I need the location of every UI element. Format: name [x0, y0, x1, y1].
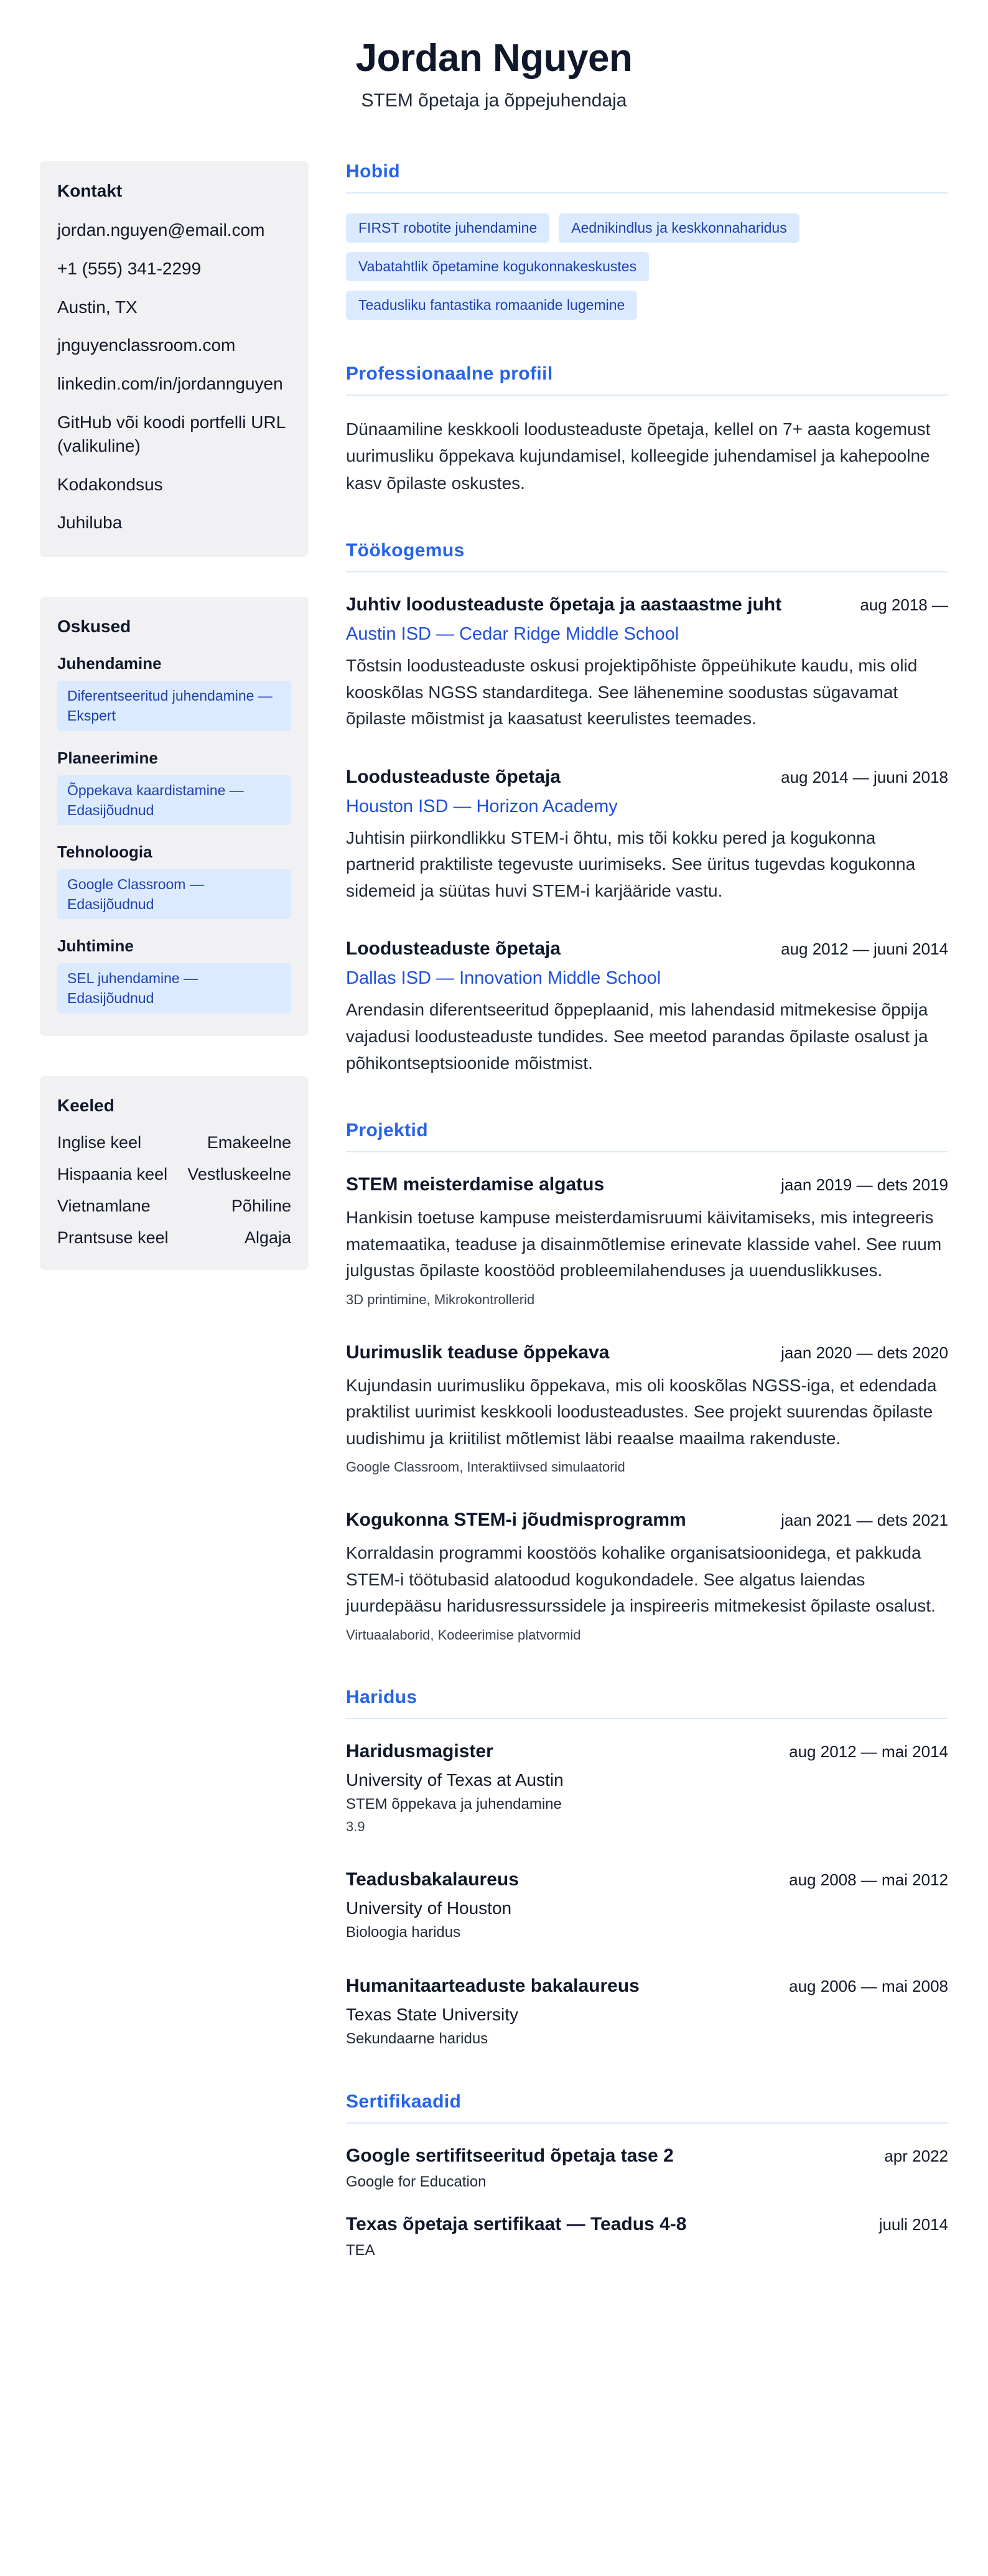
certification-issuer: TEA	[346, 2242, 375, 2259]
language-name: Inglise keel	[57, 1132, 142, 1152]
job-entry	[346, 592, 948, 732]
skills-heading: Oskused	[57, 617, 131, 637]
job-dates: aug 2014 — juuni 2018	[781, 767, 948, 786]
language-level: Põhiline	[231, 1196, 291, 1215]
education-heading: Haridus	[346, 1687, 948, 1719]
education-degree: Humanitaarteaduste bakalaureus	[346, 1976, 640, 1997]
project-entry	[346, 1508, 948, 1643]
project-dates: jaan 2020 — dets 2020	[781, 1343, 948, 1362]
contact-phone: +1 (555) 341-2299	[57, 258, 202, 278]
language-row	[57, 1133, 291, 1152]
sidebar	[40, 161, 309, 1310]
project-technologies: Virtuaalaborid, Kodeerimise platvormid	[346, 1627, 581, 1643]
education-gpa: 3.9	[346, 1819, 365, 1835]
section-profile	[346, 363, 948, 497]
hobby-chip: Teadusliku fantastika romaanide lugemine	[346, 291, 637, 320]
job-head	[346, 765, 948, 789]
project-dates: jaan 2021 — dets 2021	[781, 1511, 948, 1530]
certification-head	[346, 2144, 948, 2168]
job-title: Loodusteaduste õpetaja	[346, 766, 561, 787]
hobbies-heading: Hobid	[346, 161, 948, 194]
education-degree: Teadusbakalaureus	[346, 1869, 519, 1890]
skill-chip: Õppekava kaardistamine — Edasijõudnud	[57, 775, 291, 825]
project-title: Uurimuslik teaduse õppekava	[346, 1342, 610, 1363]
skill-chip: Diferentseeritud juhendamine — Ekspert	[57, 681, 291, 730]
skill-group-label: Juhendamine	[57, 654, 162, 673]
project-technologies: 3D printimine, Mikrokontrollerid	[346, 1291, 535, 1307]
language-level: Emakeelne	[207, 1132, 291, 1152]
job-description: Juhtisin piirkondlikku STEM-i õhtu, mis tõi kokku pered ja kogukonna partnerid praktiliste tegevuste uurimiseks. See üritus tugevdas kogukonna sidemeid ja süütas huvi STEM-i karjääride vastu.	[346, 828, 916, 900]
projects-heading: Projektid	[346, 1120, 948, 1152]
education-head	[346, 1739, 948, 1763]
education-entry	[346, 1974, 948, 2048]
experience-heading: Töökogemus	[346, 540, 948, 572]
skill-group	[57, 936, 291, 1013]
profile-text: Dünaamiline keskkooli loodusteaduste õpetaja, kellel on 7+ aasta kogemust uurimusliku õppekava kujundamisel, kolleegide juhendamisel ja kahepoolne kasv õpilaste oskustes.	[346, 419, 931, 493]
contact-location: Austin, TX	[57, 297, 137, 317]
certification-date: apr 2022	[884, 2147, 948, 2166]
job-title: Juhtiv loodusteaduste õpetaja ja aastaastme juht	[346, 594, 782, 615]
skill-group	[57, 749, 291, 825]
certification-head	[346, 2212, 948, 2236]
language-row	[57, 1165, 291, 1184]
skill-group-label: Planeerimine	[57, 748, 158, 767]
job-description: Tõstsin loodusteaduste oskusi projektipõhiste õppeühikute kaudu, mis olid kooskõlas NGSS standarditega. See lähenemine soodustas sügavamat õpilaste mõistmist ja kaasatust keerulistes teemades.	[346, 656, 918, 729]
skill-chip: SEL juhendamine — Edasijõudnud	[57, 963, 291, 1013]
project-title: STEM meisterdamise algatus	[346, 1174, 605, 1195]
project-title: Kogukonna STEM-i jõudmisprogramm	[346, 1510, 686, 1531]
contact-github: GitHub või koodi portfelli URL (valikuline)	[57, 412, 286, 455]
education-school: Texas State University	[346, 2005, 518, 2025]
languages-box	[40, 1076, 309, 1270]
certification-title: Google sertifitseeritud õpetaja tase 2	[346, 2145, 674, 2167]
education-dates: aug 2008 — mai 2012	[789, 1870, 948, 1890]
language-name: Prantsuse keel	[57, 1228, 169, 1247]
section-education	[346, 1687, 948, 2048]
skill-group	[57, 842, 291, 919]
hobby-chip: Aednikindlus ja keskkonnaharidus	[559, 213, 799, 243]
skill-group-label: Juhtimine	[57, 936, 134, 956]
education-entry	[346, 1867, 948, 1941]
contact-heading: Kontakt	[57, 181, 123, 200]
language-row	[57, 1197, 291, 1216]
education-school: University of Houston	[346, 1898, 512, 1918]
contact-box	[40, 161, 309, 557]
person-job-title: STEM õpetaja ja õppejuhendaja	[361, 90, 627, 111]
section-hobbies	[346, 161, 948, 320]
skill-group-label: Tehnoloogia	[57, 842, 152, 861]
hobby-chip: Vabatahtlik õpetamine kogukonnakeskustes	[346, 252, 649, 281]
skill-group	[57, 654, 291, 730]
skills-box	[40, 597, 309, 1036]
profile-heading: Professionaalne profiil	[346, 363, 948, 396]
education-dates: aug 2006 — mai 2008	[789, 1977, 948, 1996]
language-name: Vietnamlane	[57, 1196, 151, 1215]
education-school: University of Texas at Austin	[346, 1770, 564, 1790]
certification-entry	[346, 2212, 948, 2259]
job-description: Arendasin diferentseeritud õppeplaanid, mis lahendasid mitmekesise õppija vajadusi loodusteaduste tundides. See meetod parandas õpilaste osalust ja põhikontseptsioonide mõistmist.	[346, 1000, 928, 1073]
section-projects	[346, 1120, 948, 1643]
job-entry	[346, 936, 948, 1076]
contact-email: jordan.nguyen@email.com	[57, 220, 265, 240]
project-description: Hankisin toetuse kampuse meisterdamisruumi käivitamiseks, mis integreeris matemaatika, teaduse ja disainmõtlemise erinevate klasside vahel. See ruum julgustas õpilaste koostööd probleemilahenduses ja uuenduslikkuses.	[346, 1208, 942, 1281]
project-dates: jaan 2019 — dets 2019	[781, 1175, 948, 1195]
person-name: Jordan Nguyen	[355, 37, 633, 80]
job-entry	[346, 765, 948, 905]
job-head	[346, 936, 948, 961]
section-experience	[346, 540, 948, 1076]
project-entry	[346, 1172, 948, 1308]
job-company-link[interactable]: Dallas ISD — Innovation Middle School	[346, 968, 661, 989]
main-column	[346, 161, 948, 2303]
language-row	[57, 1228, 291, 1248]
contact-website: jnguyenclassroom.com	[57, 335, 236, 355]
certification-issuer: Google for Education	[346, 2173, 487, 2191]
language-level: Algaja	[244, 1228, 291, 1247]
section-certifications	[346, 2091, 948, 2259]
language-name: Hispaania keel	[57, 1164, 168, 1183]
language-level: Vestluskeelne	[187, 1164, 291, 1183]
skill-chip: Google Classroom — Edasijõudnud	[57, 869, 291, 919]
project-description: Korraldasin programmi koostöös kohalike organisatsioonidega, et pakkuda STEM-i töötubasid alatoodud kogukondadele. See algatus laiendas juurdepääsu haridusressurssidele ja inspireeris mitmekesist õpilaste osalust.	[346, 1543, 936, 1616]
project-entry	[346, 1340, 948, 1476]
resume-columns	[40, 161, 948, 2303]
project-head	[346, 1340, 948, 1365]
certification-date: juuli 2014	[878, 2215, 948, 2234]
education-degree: Haridusmagister	[346, 1741, 493, 1762]
project-head	[346, 1172, 948, 1197]
contact-citizenship: Kodakondsus	[57, 474, 163, 494]
education-field: Sekundaarne haridus	[346, 2030, 488, 2048]
job-title: Loodusteaduste õpetaja	[346, 938, 561, 959]
certification-title: Texas õpetaja sertifikaat — Teadus 4-8	[346, 2214, 687, 2235]
resume-header	[40, 36, 948, 111]
education-head	[346, 1867, 948, 1892]
education-head	[346, 1974, 948, 1998]
project-technologies: Google Classroom, Interaktiivsed simulaatorid	[346, 1459, 625, 1475]
job-dates: aug 2012 — juuni 2014	[781, 940, 948, 959]
education-entry	[346, 1739, 948, 1835]
project-description: Kujundasin uurimusliku õppekava, mis oli kooskõlas NGSS-iga, et edendada praktilist uurimist keskkooli loodusteadustes. See projekt suurendas õpilaste uudishimu ja kriitilist mõtlemist läbi reaalse maailma rakenduste.	[346, 1375, 937, 1448]
education-field: STEM õppekava ja juhendamine	[346, 1796, 562, 1813]
contact-linkedin: linkedin.com/in/jordannguyen	[57, 374, 283, 394]
education-dates: aug 2012 — mai 2014	[789, 1742, 948, 1762]
project-head	[346, 1508, 948, 1532]
hobby-chips	[346, 213, 948, 320]
job-dates: aug 2018 —	[860, 595, 948, 615]
hobby-chip: FIRST robotite juhendamine	[346, 213, 549, 243]
job-company-link[interactable]: Austin ISD — Cedar Ridge Middle School	[346, 624, 679, 645]
languages-heading: Keeled	[57, 1095, 114, 1115]
job-company-link[interactable]: Houston ISD — Horizon Academy	[346, 796, 618, 816]
certifications-heading: Sertifikaadid	[346, 2091, 948, 2124]
contact-driving-license: Juhiluba	[57, 513, 123, 533]
education-field: Bioloogia haridus	[346, 1924, 461, 1941]
job-head	[346, 592, 948, 617]
certification-entry	[346, 2144, 948, 2191]
